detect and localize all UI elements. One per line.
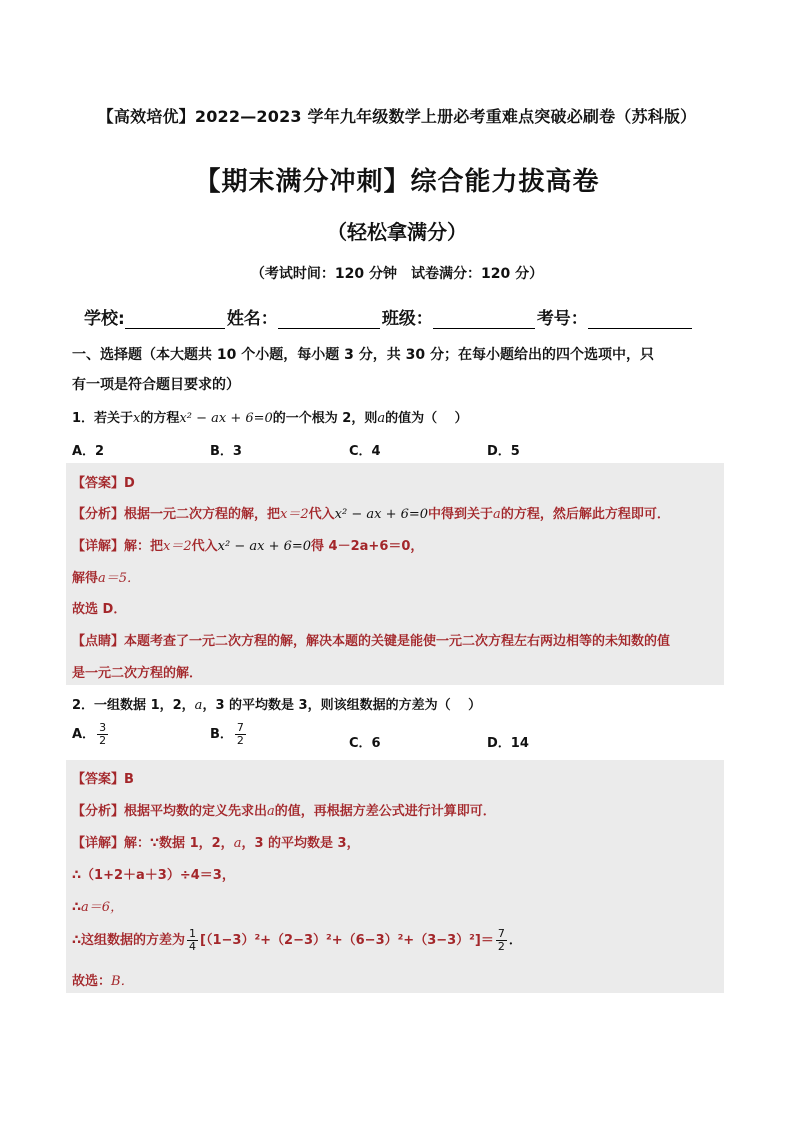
q1-var-a: a (377, 411, 386, 426)
q2-option-d[interactable]: D．14 (487, 736, 529, 751)
q1-option-d[interactable]: D．5 (487, 444, 520, 459)
detail-substitution: x＝2 (163, 539, 192, 554)
step-result: B． (111, 974, 134, 989)
exam-info: （考试时间：120 分钟 试卷满分：120 分） (250, 266, 544, 282)
step-result: a＝6， (81, 900, 124, 915)
analysis-tag: 【分析】 (72, 804, 125, 819)
q1-comment-line2: 是一元二次方程的解． (72, 666, 203, 681)
analysis-tag: 【分析】 (72, 507, 125, 522)
step-text: 故选： (72, 974, 112, 989)
option-label: A． (72, 727, 96, 742)
q2-stem-part: 2．一组数据 1，2， (72, 698, 195, 713)
exam-subtitle: （轻松拿满分） (327, 220, 467, 244)
option-label: B． (210, 727, 233, 742)
fraction-numerator: 7 (497, 927, 505, 940)
q2-step1: ∴（1+2＋a＋3）÷4＝3， (72, 868, 235, 883)
fraction-numerator: 1 (189, 927, 197, 940)
q1-step1 (72, 567, 140, 586)
school-label: 学校: (84, 309, 125, 329)
q1-var-x: x (133, 411, 141, 426)
school-blank[interactable] (125, 310, 225, 329)
number-label: 考号： (536, 309, 588, 329)
step-text: ∴这组数据的方差为 (72, 933, 186, 948)
class-blank[interactable] (433, 310, 535, 329)
q1-step2: 故选 D． (72, 602, 127, 617)
detail-text: 得 4－2a+6＝0， (311, 539, 424, 554)
fraction-numerator: 7 (236, 721, 244, 734)
q1-analysis (72, 503, 670, 522)
detail-text: ，3 的平均数是 3， (241, 836, 360, 851)
detail-tag: 【详解】 (72, 836, 125, 851)
q2-option-c[interactable]: C．6 (349, 736, 381, 751)
q1-answer (72, 472, 135, 491)
q2-option-a[interactable] (72, 722, 110, 747)
name-label: 姓名： (226, 309, 278, 329)
q1-answer-value: D (124, 476, 135, 491)
q1-stem (72, 407, 468, 426)
q2-detail (72, 832, 360, 851)
q2-step3 (72, 928, 522, 953)
detail-text: 解：把 (124, 539, 164, 554)
option-fraction (235, 722, 246, 747)
q1-solution-box (66, 463, 724, 685)
section-heading-line1: 一、选择题（本大题共 10 个小题，每小题 3 分，共 30 分；在每小题给出的四个选项中，只 (72, 347, 654, 363)
number-blank[interactable] (588, 310, 692, 329)
option-fraction (97, 722, 108, 747)
q1-stem-part: 的值为（ ） (385, 411, 468, 426)
q2-option-b[interactable] (210, 722, 248, 747)
q1-detail (72, 535, 423, 554)
analysis-text: 代入 (308, 507, 335, 522)
analysis-text: 根据平均数的定义先求出 (124, 804, 268, 819)
q2-answer-value: B (124, 772, 134, 787)
class-label: 班级： (381, 309, 433, 329)
analysis-equation: x² − ax + 6=0 (334, 507, 429, 522)
fraction-numerator: 3 (99, 721, 107, 734)
analysis-text: 的值，再根据方差公式进行计算即可． (274, 804, 496, 819)
fraction-denominator: 2 (497, 940, 505, 953)
analysis-text: 根据一元二次方程的解，把 (124, 507, 281, 522)
q2-stem-part: ，3 的平均数是 3，则该组数据的方差为（ ） (202, 698, 482, 713)
step-text: [（1−3）²+（2−3）²+（6−3）²+（3−3）²]＝ (200, 933, 494, 948)
comment-text: 本题考查了一元二次方程的解，解决本题的关键是能使一元二次方程左右两边相等的未知数的值 (124, 634, 671, 649)
fraction-denominator: 4 (189, 940, 197, 953)
step-result: a＝5． (98, 571, 141, 586)
detail-text: 代入 (191, 539, 218, 554)
analysis-var: a (267, 804, 275, 819)
result-fraction (496, 928, 507, 953)
series-heading: 【高效培优】2022—2023 学年九年级数学上册必考重难点突破必刷卷（苏科版） (97, 107, 697, 126)
detail-equation: x² − ax + 6=0 (217, 539, 312, 554)
detail-tag: 【详解】 (72, 539, 125, 554)
step-text: 解得 (72, 571, 99, 586)
analysis-text: 的方程，然后解此方程即可． (500, 507, 670, 522)
q2-stem (72, 694, 481, 713)
q2-var-a: a (194, 698, 203, 713)
answer-tag: 【答案】 (72, 772, 125, 787)
step-text: ∴ (72, 900, 82, 915)
analysis-text: 中得到关于 (428, 507, 494, 522)
q1-option-a[interactable]: A．2 (72, 444, 105, 459)
detail-text: 解：∵数据 1，2， (124, 836, 234, 851)
q1-equation: x² − ax + 6=0 (179, 411, 273, 426)
exam-title: 【期末满分冲刺】综合能力拔高卷 (194, 167, 600, 197)
step-text: ． (508, 933, 522, 948)
q1-comment-line1 (72, 630, 670, 649)
q1-option-b[interactable]: B．3 (210, 444, 242, 459)
q1-stem-part: 的方程 (140, 411, 180, 426)
q1-stem-part: 的一个根为 2，则 (272, 411, 378, 426)
q1-stem-part: 1．若关于 (72, 411, 134, 426)
fraction-denominator: 2 (99, 734, 107, 747)
q2-step2 (72, 896, 123, 915)
name-blank[interactable] (278, 310, 380, 329)
q2-analysis (72, 800, 496, 819)
student-info-row (84, 304, 694, 329)
analysis-var: a (493, 507, 501, 522)
analysis-substitution: x＝2 (280, 507, 309, 522)
step-fraction (187, 928, 198, 953)
q1-option-c[interactable]: C．4 (349, 444, 381, 459)
q2-step4 (72, 970, 134, 989)
comment-tag: 【点睛】 (72, 634, 125, 649)
answer-tag: 【答案】 (72, 476, 125, 491)
section-heading-line2: 有一项是符合题目要求的） (72, 377, 240, 393)
q2-answer (72, 768, 134, 787)
fraction-denominator: 2 (236, 734, 244, 747)
detail-var: a (233, 836, 242, 851)
